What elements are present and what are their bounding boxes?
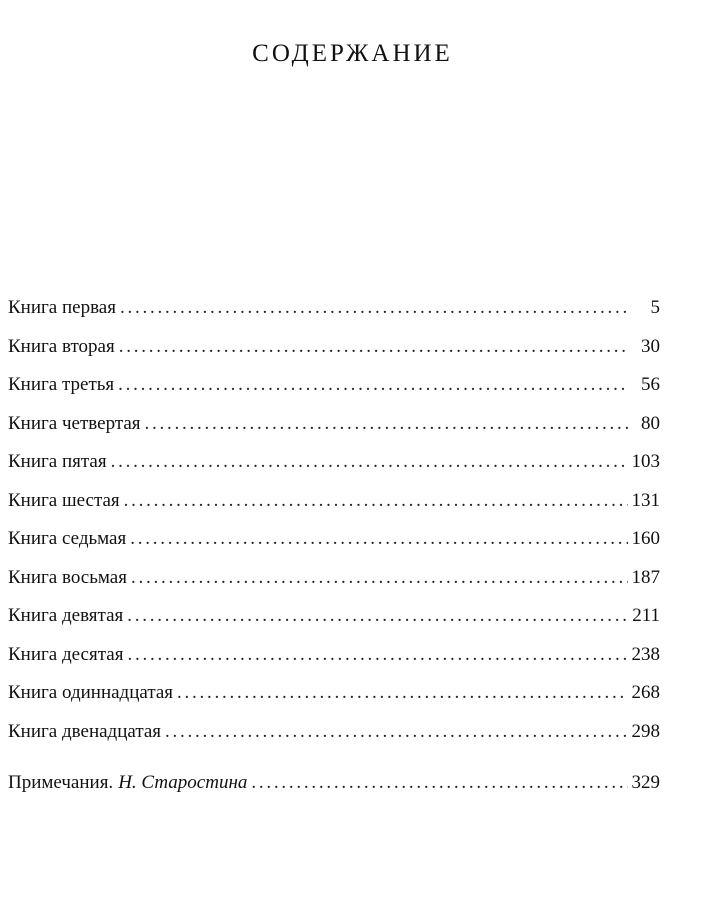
dot-leader <box>131 567 628 589</box>
toc-entry <box>8 721 660 760</box>
toc-entry-page: 187 <box>631 566 660 588</box>
toc-entry-label: Книга седьмая <box>8 528 127 549</box>
toc-entry-label: Книга пятая <box>8 451 107 472</box>
notes-label-group <box>8 772 247 794</box>
page-title: СОДЕРЖАНИЕ <box>252 40 453 67</box>
toc-entry-label: Книга девятая <box>8 605 124 626</box>
dot-leader <box>251 772 627 794</box>
toc-entry-page: 56 <box>641 374 660 395</box>
toc-entry-page: 30 <box>641 335 660 357</box>
toc-entry-label: Книга шестая <box>8 489 120 511</box>
notes-author: Н. Старостина <box>118 772 248 793</box>
toc-entry-page: 131 <box>631 489 660 511</box>
toc-entry <box>8 567 660 606</box>
dot-leader <box>120 297 628 319</box>
toc-entry-label: Книга вторая <box>8 335 115 357</box>
toc-entry <box>8 413 660 452</box>
dot-leader <box>130 528 627 550</box>
toc-entry-page: 298 <box>631 720 660 742</box>
toc-entry <box>8 490 660 529</box>
toc-entry-page: 268 <box>631 682 660 703</box>
notes-page: 329 <box>631 772 660 793</box>
dot-leader <box>165 721 627 743</box>
toc-entry-label: Книга восьмая <box>8 566 127 588</box>
toc-entry-label: Книга десятая <box>8 643 124 665</box>
toc-entry <box>8 528 660 567</box>
toc-entry <box>8 644 660 683</box>
dot-leader <box>145 413 628 435</box>
toc-entry-notes <box>8 772 660 811</box>
dot-leader <box>127 644 627 666</box>
dot-leader <box>124 490 628 512</box>
toc-entry <box>8 336 660 375</box>
toc-entry-label: Книга четвертая <box>8 412 141 434</box>
toc-entry <box>8 374 660 413</box>
toc-entry <box>8 682 660 721</box>
toc-entry-page: 211 <box>632 605 660 626</box>
toc-entry <box>8 605 660 644</box>
table-of-contents <box>8 297 660 759</box>
toc-entry-page: 5 <box>650 297 660 318</box>
dot-leader <box>118 374 628 396</box>
toc-entry-page: 238 <box>631 643 660 665</box>
toc-entry-label: Книга двенадцатая <box>8 720 162 742</box>
dot-leader <box>119 336 628 358</box>
toc-entry-page: 160 <box>631 528 660 549</box>
toc-entry <box>8 297 660 336</box>
notes-label: Примечания. <box>8 772 114 793</box>
dot-leader <box>111 451 628 473</box>
toc-entry-page: 80 <box>641 412 660 434</box>
toc-entry-page: 103 <box>631 451 660 472</box>
toc-entry-label: Книга третья <box>8 374 115 395</box>
dot-leader <box>127 605 628 627</box>
toc-entry-label: Книга первая <box>8 297 116 318</box>
toc-entry <box>8 451 660 490</box>
dot-leader <box>177 682 627 704</box>
toc-entry-label: Книга одиннадцатая <box>8 682 174 703</box>
notes-entry <box>8 772 660 811</box>
